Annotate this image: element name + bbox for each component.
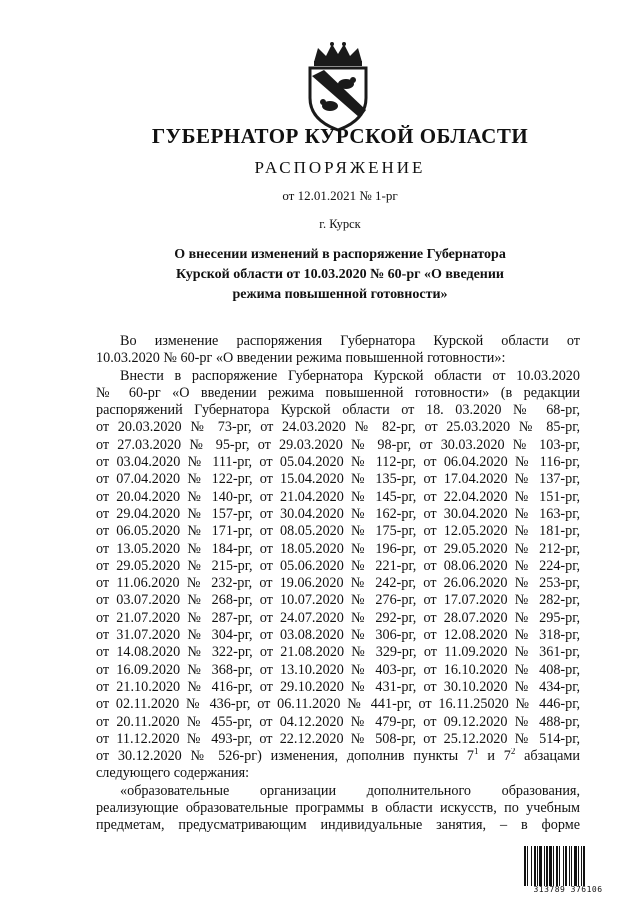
body-line: от 31.07.2020 № 304-рг, от 03.08.2020 № 306-рг, от 12.08.2020 № 318-рг, (96, 627, 580, 644)
body-line: от 02.11.2020 № 436-рг, от 06.11.2020 № 441-рг, от 16.11.25020 № 446-рг, (96, 696, 580, 713)
barcode-bar (534, 846, 536, 886)
body-line: от 11.12.2020 № 493-рг, от 22.12.2020 № 508-рг, от 25.12.2020 № 514-рг, (96, 730, 580, 747)
superscript: 2 (510, 748, 516, 757)
barcode-bar (578, 846, 579, 886)
barcode-bar (539, 846, 542, 886)
document-body (96, 333, 580, 835)
body-line: от 03.07.2020 № 268-рг, от 10.07.2020 № 276-рг, от 17.07.2020 № 282-рг, (96, 592, 580, 609)
barcode-bar (549, 846, 552, 886)
barcode-bar (565, 846, 567, 886)
barcode-bar (531, 846, 532, 886)
body-line: следующего содержания: (96, 765, 250, 782)
body-line: от 07.04.2020 № 122-рг, от 15.04.2020 № 135-рг, от 17.04.2020 № 137-рг, (96, 471, 580, 488)
barcode-bar (527, 846, 528, 886)
subject-line: Курской области от 10.03.2020 № 60-рг «О введении (175, 267, 504, 282)
body-line: от 03.04.2020 № 111-рг, от 05.04.2020 № 112-рг, от 06.04.2020 № 116-рг, (96, 454, 580, 471)
body-line: распоряжений Губернатора Курской области от 18. 03.2020 № 68-рг, (96, 402, 580, 419)
barcode-bar (537, 846, 538, 886)
barcode-bar (574, 846, 577, 886)
barcode-bar (546, 846, 548, 886)
barcode-bar (581, 846, 582, 886)
barcode-bar (559, 846, 560, 886)
body-line: от 20.03.2020 № 73-рг, от 24.03.2020 № 82-рг, от 25.03.2020 № 85-рг, (96, 419, 580, 436)
barcode-bar (583, 846, 585, 886)
body-line: предметам, предусматривающим индивидуальные занятия, – в форме (96, 817, 580, 834)
body-line-amend-text: и 7 (478, 748, 511, 765)
body-line-amend-text: от 30.12.2020 № 526-рг) изменения, дополнив пункты 7 (96, 748, 475, 765)
barcode-bar (556, 846, 558, 886)
barcode-bar (571, 846, 572, 886)
document-subject (150, 245, 530, 305)
body-line: Внести в распоряжение Губернатора Курской области от 10.03.2020 (120, 367, 580, 384)
body-line-amend (96, 748, 580, 765)
body-line: от 29.04.2020 № 157-рг, от 30.04.2020 № 162-рг, от 30.04.2020 № 163-рг, (96, 505, 580, 522)
body-line: от 20.11.2020 № 455-рг, от 04.12.2020 № 479-рг, от 09.12.2020 № 488-рг, (96, 713, 580, 730)
body-line: от 21.07.2020 № 287-рг, от 24.07.2020 № 292-рг, от 28.07.2020 № 295-рг, (96, 609, 580, 626)
document-type: РАСПОРЯЖЕНИЕ (254, 158, 426, 177)
body-line: от 29.05.2020 № 215-рг, от 05.06.2020 № 221-рг, от 08.06.2020 № 224-рг, (96, 557, 580, 574)
barcode-image (523, 846, 613, 886)
barcode-bar (524, 846, 526, 886)
body-line: от 11.06.2020 № 232-рг, от 19.06.2020 № 242-рг, от 26.06.2020 № 253-рг, (96, 575, 580, 592)
document-date-number: от 12.01.2021 № 1-рг (282, 188, 398, 203)
body-line: от 21.10.2020 № 416-рг, от 29.10.2020 № 431-рг, от 30.10.2020 № 434-рг, (96, 678, 580, 695)
body-line: от 27.03.2020 № 95-рг, от 29.03.2020 № 98-рг, от 30.03.2020 № 103-рг, (96, 436, 580, 453)
subject-line: режима повышенной готовности» (232, 287, 448, 302)
coat-of-arms-emblem (300, 40, 376, 132)
body-line: от 16.09.2020 № 368-рг, от 13.10.2020 № 403-рг, от 16.10.2020 № 408-рг, (96, 661, 580, 678)
barcode-bar (569, 846, 570, 886)
barcode-number: 313789 376106 (533, 885, 603, 894)
document-city: г. Курск (319, 217, 361, 231)
body-line: от 14.08.2020 № 322-рг, от 21.08.2020 № 329-рг, от 11.09.2020 № 361-рг, (96, 644, 580, 661)
body-line: № 60-рг «О введении режима повышенной готовности» (в редакции (96, 384, 580, 401)
authority-title: ГУБЕРНАТОР КУРСКОЙ ОБЛАСТИ (151, 124, 529, 148)
barcode-bar (553, 846, 554, 886)
body-line: от 20.04.2020 № 140-рг, от 21.04.2020 № 145-рг, от 22.04.2020 № 151-рг, (96, 488, 580, 505)
barcode-bar (544, 846, 545, 886)
body-line: от 13.05.2020 № 184-рг, от 18.05.2020 № 196-рг, от 29.05.2020 № 212-рг, (96, 540, 580, 557)
barcode-bar (563, 846, 564, 886)
body-line: реализующие образовательные программы в области искусств, по учебным (96, 800, 580, 817)
body-line: 10.03.2020 № 60-рг «О введении режима повышенной готовности»: (96, 350, 506, 367)
body-line: «образовательные организации дополнительного образования, (120, 782, 580, 799)
superscript: 1 (474, 748, 479, 757)
body-line-amend-text: абзацами (515, 748, 580, 765)
body-line: Во изменение распоряжения Губернатора Курской области от (120, 333, 580, 349)
body-line: от 06.05.2020 № 171-рг, от 08.05.2020 № 175-рг, от 12.05.2020 № 181-рг, (96, 523, 580, 540)
subject-line: О внесении изменений в распоряжение Губернатора (174, 247, 506, 262)
